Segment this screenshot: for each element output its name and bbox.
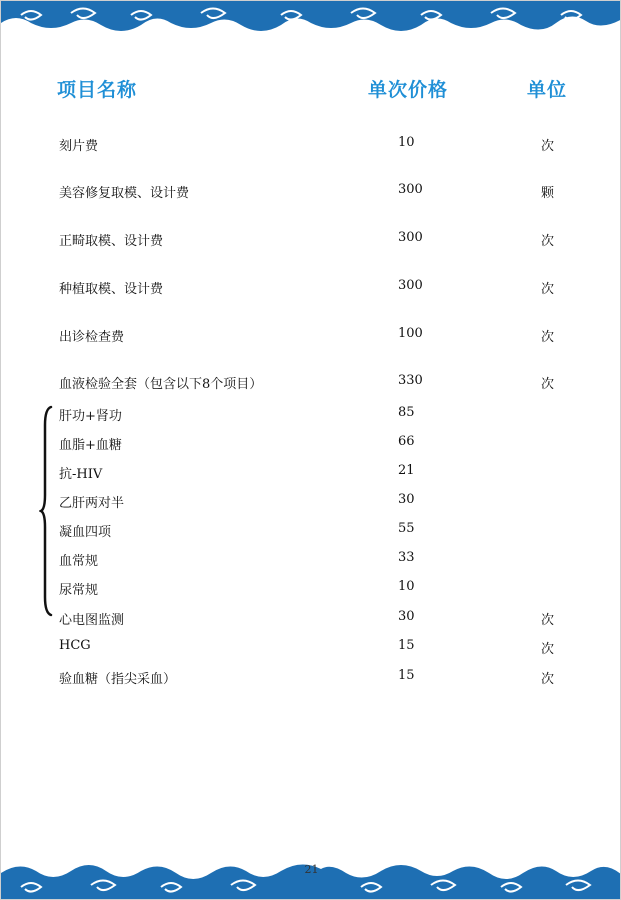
- table-row: [1, 405, 621, 425]
- item-name: 种植取模、设计费: [59, 282, 164, 297]
- table-row: [1, 373, 621, 393]
- item-name: 凝血四项: [59, 525, 112, 540]
- item-name: 血常规: [59, 554, 99, 569]
- item-name: 血脂+血糖: [59, 438, 122, 453]
- table-row: [1, 278, 621, 298]
- left-curly-brace-icon: [39, 405, 55, 617]
- item-name: 乙肝两对半: [59, 496, 125, 511]
- item-unit: 次: [541, 139, 555, 154]
- item-price: 55: [398, 521, 415, 536]
- column-header-price: 单次价格: [368, 79, 449, 101]
- item-name: 抗-HIV: [59, 467, 103, 482]
- column-header-unit: 单位: [527, 79, 568, 101]
- item-name: 血液检验全套（包含以下8个项目）: [59, 377, 263, 392]
- page-number: 21: [304, 863, 319, 876]
- item-name: 肝功+肾功: [59, 409, 122, 424]
- item-price: 10: [398, 135, 415, 150]
- item-name: 心电图监测: [59, 613, 125, 628]
- table-row: [1, 579, 621, 599]
- item-unit: 次: [541, 642, 555, 657]
- cloud-wave-ornament-top: [1, 1, 621, 41]
- item-price: 10: [398, 579, 415, 594]
- item-price: 66: [398, 434, 415, 449]
- item-unit: 次: [541, 282, 555, 297]
- table-row: [1, 434, 621, 454]
- table-row: [1, 230, 621, 250]
- item-name: 美容修复取模、设计费: [59, 186, 190, 201]
- item-price: 100: [398, 326, 423, 341]
- item-unit: 次: [541, 330, 555, 345]
- cloud-wave-ornament-bottom: [1, 855, 621, 899]
- item-name: 尿常规: [59, 583, 99, 598]
- table-row: [1, 492, 621, 512]
- item-price: 300: [398, 230, 423, 245]
- item-price: 85: [398, 405, 415, 420]
- item-name: 验血糖（指尖采血）: [59, 672, 177, 687]
- item-price: 15: [398, 668, 415, 683]
- table-row: [1, 521, 621, 541]
- table-row: [1, 463, 621, 483]
- item-price: 30: [398, 492, 415, 507]
- item-price: 33: [398, 550, 415, 565]
- table-row: [1, 668, 621, 688]
- item-price: 21: [398, 463, 415, 478]
- column-header-name: 项目名称: [57, 79, 138, 101]
- item-name: 正畸取模、设计费: [59, 234, 164, 249]
- item-name: HCG: [59, 638, 91, 653]
- item-name: 出诊检查费: [59, 330, 125, 345]
- table-row: [1, 135, 621, 155]
- table-row: [1, 609, 621, 629]
- item-price: 300: [398, 182, 423, 197]
- item-price: 30: [398, 609, 415, 624]
- item-price: 15: [398, 638, 415, 653]
- item-unit: 颗: [541, 186, 555, 201]
- table-row: [1, 182, 621, 202]
- table-row: [1, 550, 621, 570]
- item-unit: 次: [541, 672, 555, 687]
- item-unit: 次: [541, 377, 555, 392]
- item-unit: 次: [541, 234, 555, 249]
- item-unit: 次: [541, 613, 555, 628]
- table-row: [1, 638, 621, 658]
- table-row: [1, 326, 621, 346]
- item-name: 刻片费: [59, 139, 99, 154]
- item-price: 300: [398, 278, 423, 293]
- item-price: 330: [398, 373, 423, 388]
